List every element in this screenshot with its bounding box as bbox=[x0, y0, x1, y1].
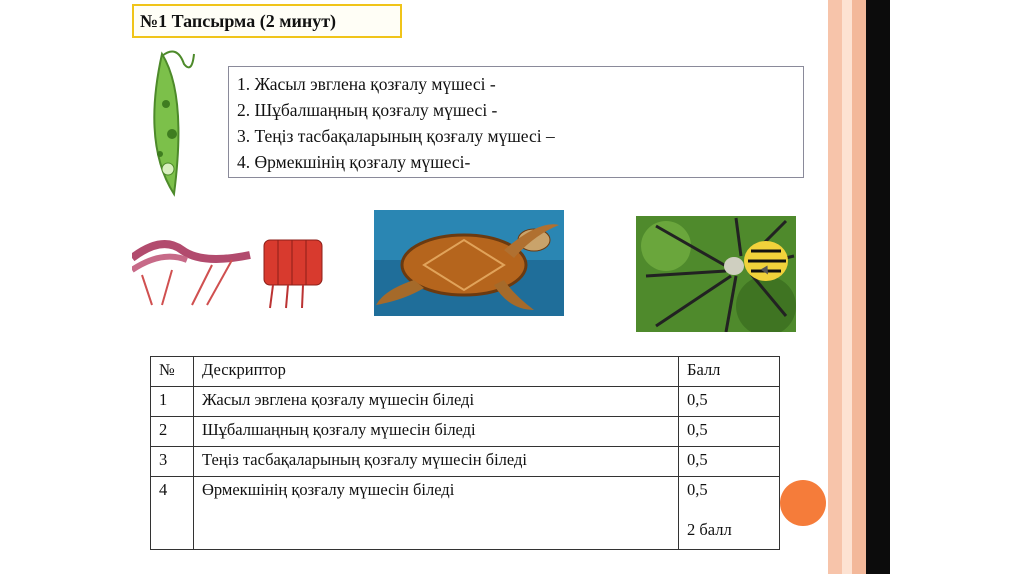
header-number: № bbox=[151, 357, 194, 387]
decorative-band bbox=[842, 0, 852, 574]
task-item: 3. Теңіз тасбақаларының қозғалу мүшесі – bbox=[237, 126, 555, 146]
left-margin bbox=[0, 0, 128, 574]
table-header-row bbox=[151, 357, 780, 387]
table-row bbox=[151, 417, 780, 447]
row-score: 0,5 bbox=[687, 480, 708, 499]
row-score: 0,5 bbox=[679, 447, 780, 477]
dark-side-bar bbox=[866, 0, 890, 574]
row-score: 0,5 bbox=[679, 387, 780, 417]
row-number: 4 bbox=[151, 477, 194, 550]
task-title: №1 Тапсырма (2 минут) bbox=[132, 4, 402, 38]
table-row bbox=[151, 477, 780, 550]
table-row bbox=[151, 387, 780, 417]
task-item: 2. Шұбалшаңның қозғалу мүшесі - bbox=[237, 100, 498, 120]
row-number: 3 bbox=[151, 447, 194, 477]
row-score: 0,5 bbox=[679, 417, 780, 447]
slide bbox=[128, 0, 828, 574]
table-row bbox=[151, 447, 780, 477]
worm-muscle-image bbox=[258, 230, 328, 310]
header-descriptor: Дескриптор bbox=[194, 357, 679, 387]
earthworm-image bbox=[132, 230, 252, 310]
task-list bbox=[237, 71, 803, 175]
decorative-band bbox=[852, 0, 866, 574]
assessment-table bbox=[150, 356, 780, 550]
header-score: Балл bbox=[679, 357, 780, 387]
total-score: 2 балл bbox=[687, 520, 732, 539]
row-descriptor: Теңіз тасбақаларының қозғалу мүшесін біледі bbox=[194, 447, 679, 477]
euglena-image bbox=[132, 44, 202, 204]
row-score-cell bbox=[679, 477, 780, 550]
orange-circle-decoration bbox=[780, 480, 826, 526]
task-item: 4. Өрмекшінің қозғалу мүшесі- bbox=[237, 152, 471, 172]
row-descriptor: Жасыл эвглена қозғалу мүшесін біледі bbox=[194, 387, 679, 417]
decorative-band bbox=[828, 0, 842, 574]
sea-turtle-image bbox=[374, 210, 564, 316]
row-descriptor: Өрмекшінің қозғалу мүшесін біледі bbox=[194, 477, 679, 550]
task-item: 1. Жасыл эвглена қозғалу мүшесі - bbox=[237, 74, 496, 94]
right-margin bbox=[890, 0, 1024, 574]
spider-image bbox=[636, 216, 796, 332]
row-descriptor: Шұбалшаңның қозғалу мүшесін біледі bbox=[194, 417, 679, 447]
row-number: 1 bbox=[151, 387, 194, 417]
row-number: 2 bbox=[151, 417, 194, 447]
tasks-box bbox=[228, 66, 804, 178]
